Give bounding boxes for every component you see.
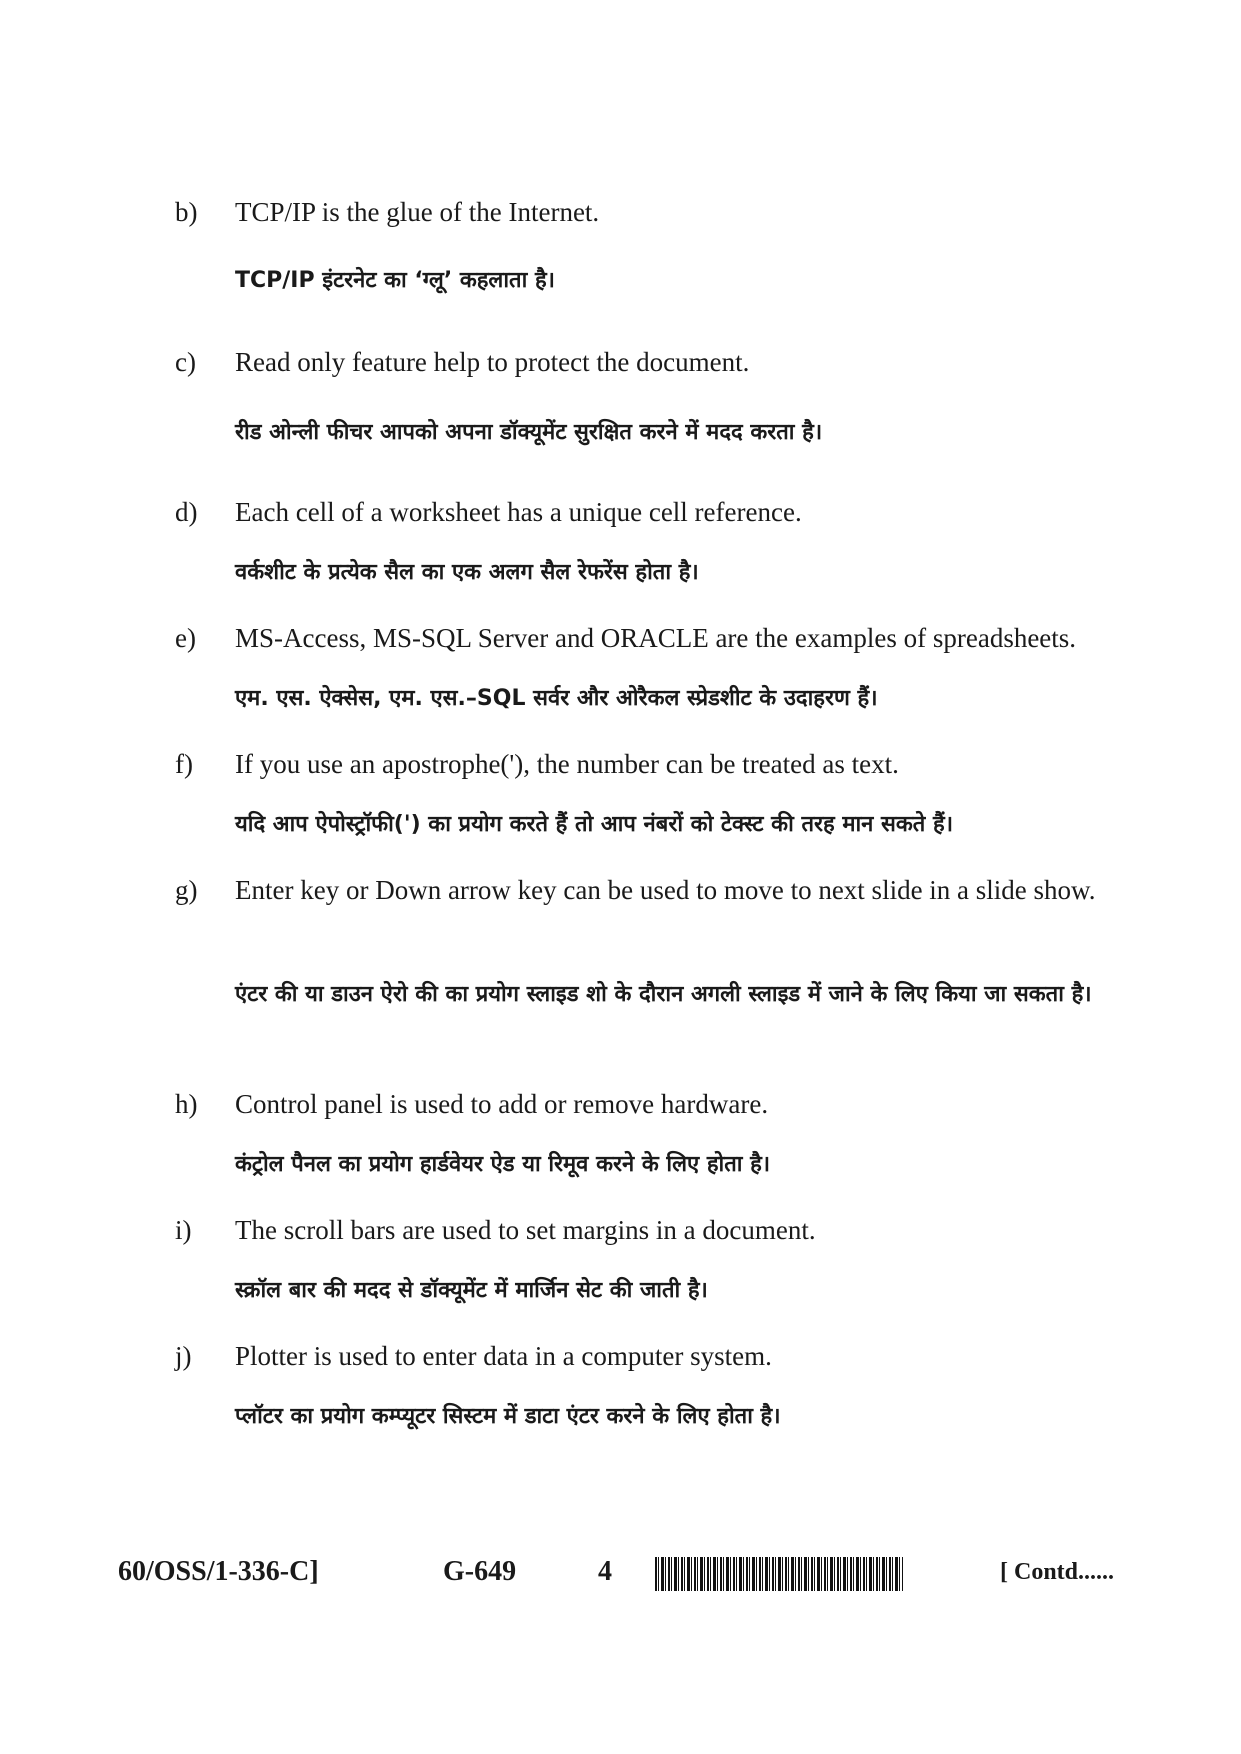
page-footer [0,1552,1241,1602]
page-number: 4 [598,1556,612,1587]
english-statement: Enter key or Down arrow key can be used to move to next slide in a slide show. [235,875,1096,905]
item-label: g) [175,875,198,905]
english-statement: Plotter is used to enter data in a computer system. [235,1341,772,1371]
item-label: b) [175,197,198,227]
english-statement: Read only feature help to protect the document. [235,347,750,377]
item-label: d) [175,497,198,527]
item-label: h) [175,1089,198,1119]
hindi-statement: कंट्रोल पैनल का प्रयोग हार्डवेयर ऐड या रिमूव करने के लिए होता है। [235,1152,771,1177]
english-statement: Each cell of a worksheet has a unique cell reference. [235,497,802,527]
english-statement: MS-Access, MS-SQL Server and ORACLE are the examples of spreadsheets. [235,623,1077,653]
item-label: c) [175,347,196,377]
paper-code: 60/OSS/1-336-C] [118,1556,319,1587]
english-statement: Control panel is used to add or remove hardware. [235,1089,769,1119]
item-label: f) [175,749,193,779]
hindi-statement: TCP/IP इंटरनेट का ‘ग्लू’ कहलाता है। [235,268,555,293]
english-statement: If you use an apostrophe('), the number can be treated as text. [235,749,899,779]
barcode [655,1557,903,1591]
continued-note: [ Contd...... [1000,1559,1115,1585]
item-label: j) [175,1341,192,1371]
hindi-statement: वर्कशीट के प्रत्येक सैल का एक अलग सैल रेफरेंस होता है। [235,560,699,585]
item-label: e) [175,623,196,653]
hindi-statement: एम. एस. ऐक्सेस, एम. एस.–SQL सर्वर और ओरैकल स्प्रेडशीट के उदाहरण हैं। [235,686,878,711]
item-label: i) [175,1215,192,1245]
hindi-statement: रीड ओन्ली फीचर आपको अपना डॉक्यूमेंट सुरक्षित करने में मदद करता है। [235,420,823,445]
english-statement: TCP/IP is the glue of the Internet. [235,197,600,227]
hindi-statement: स्क्रॉल बार की मदद से डॉक्यूमेंट में मार्जिन सेट की जाती है। [235,1278,708,1303]
hindi-statement: प्लॉटर का प्रयोग कम्प्यूटर सिस्टम में डाटा एंटर करने के लिए होता है। [235,1404,781,1429]
hindi-statement: यदि आप ऐपोस्ट्रॉफी(') का प्रयोग करते हैं तो आप नंबरों को टेक्स्ट की तरह मान सकते हैं। [235,812,954,837]
hindi-statement: एंटर की या डाउन ऐरो की का प्रयोग स्लाइड शो के दौरान अगली स्लाइड में जाने के लिए किया जा सकता है। [235,982,1092,1007]
series-code: G-649 [443,1556,517,1587]
english-statement: The scroll bars are used to set margins in a document. [235,1215,816,1245]
